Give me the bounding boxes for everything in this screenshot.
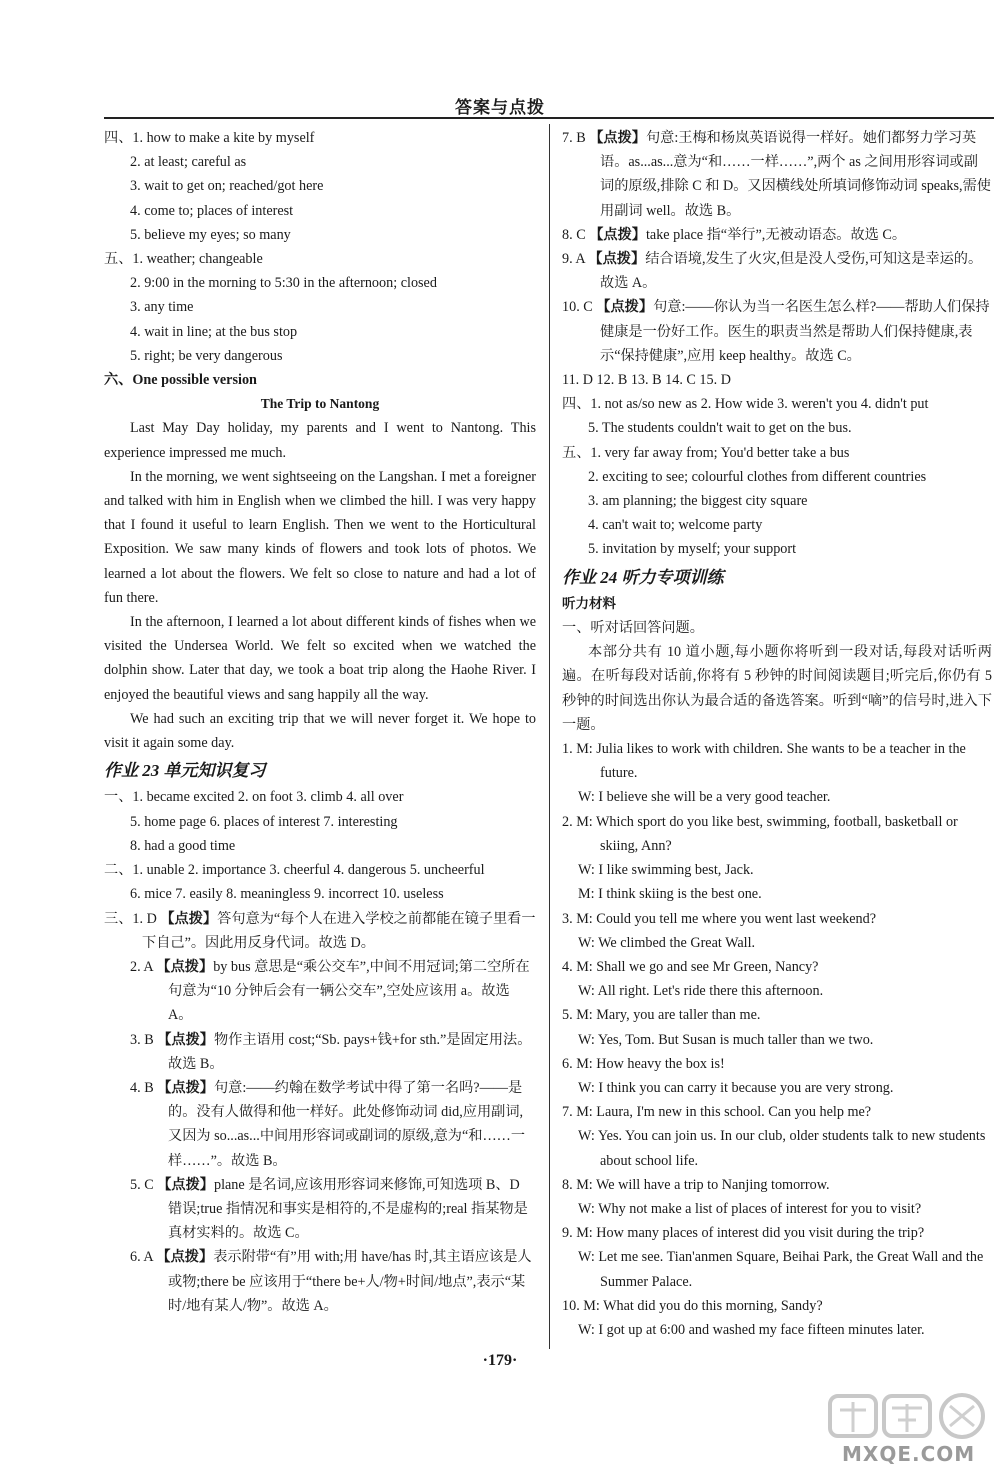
answer-line: 五、1. weather; changeable (104, 251, 263, 268)
essay-paragraph: In the morning, we went sightseeing on the Langshan. I met a foreigner and talked with him in English when we climbed the hill. I was very happy that I found it useful to learn English. Then we went to the Horticultural Exposition. We saw many kinds of flowers and took lots of photos. We learned a lot about the flowers. We felt so close to nature and had a lot of fun there. (104, 468, 536, 606)
item-number: 7. B (562, 130, 586, 146)
hint-tag: 【点拨】 (589, 130, 646, 146)
section-4-answers (104, 126, 536, 247)
hint-text: 表示附带“有”用 with;用 have/has 时,其主语应该是人或物;there be 应该用于“there be+人/物+时间/地点”,表示“某时/地有某人/物”。故选 A。 (168, 1249, 532, 1314)
answer-line: 3. am planning; the biggest city square (588, 493, 808, 510)
answer-line: 6. mice 7. easily 8. meaningless 9. incorrect 10. useless (130, 886, 444, 903)
dialogue-line: W: Let me see. Tian'anmen Square, Beihai Park, the Great Wall and the Summer Palace. (578, 1249, 984, 1290)
explanation-item (562, 295, 992, 368)
answer-line: 4. can't wait to; welcome party (588, 517, 763, 534)
hint-tag: 【点拨】 (157, 1079, 214, 1096)
answer-line: 五、1. very far away from; You'd better take a bus (562, 444, 850, 461)
homework-23-title: 作业 23 单元知识复习 (104, 761, 266, 781)
explanation-item (104, 1076, 536, 1173)
item-number: 2. A (130, 958, 153, 975)
section-6-label: 六、One possible version (104, 372, 257, 389)
hint-tag: 【点拨】 (156, 958, 214, 975)
dialogue-line: 7. M: Laura, I'm new in this school. Can you help me? (562, 1104, 872, 1121)
answer-line: 四、1. not as/so new as 2. How wide 3. weren't you 4. didn't put (562, 396, 929, 413)
hint-tag: 【点拨】 (157, 1031, 214, 1048)
item-number: 5. C (130, 1176, 154, 1193)
page-header-title: 答案与点拨 (455, 98, 545, 117)
answer-line: 5. home page 6. places of interest 7. interesting (130, 813, 398, 830)
answer-line: 2. exciting to see; colourful clothes from different countries (588, 468, 927, 485)
dialogue-line: W: Why not make a list of places of interest for you to visit? (578, 1200, 922, 1217)
essay-body (104, 416, 536, 755)
dialogue-line: 6. M: How heavy the box is! (562, 1055, 725, 1072)
answer-line: 4. wait in line; at the bus stop (130, 323, 298, 340)
homework-24-title: 作业 24 听力专项训练 (562, 567, 724, 587)
dialogue-line: W: Yes. You can join us. In our club, older students talk to new students about school life. (578, 1128, 986, 1169)
dialogue-line: W: I think you can carry it because you are very strong. (578, 1079, 894, 1096)
listening-intro: 本部分共有 10 道小题,每小题你将听到一段对话,每段对话听两遍。在听每段对话前,你将有 5 秒钟的时间阅读题目;听完后,你仍有 5 秒钟的时间选出你认为最合适的备选答案。听到“嘀”的信号时,进入下一题。 (562, 644, 992, 733)
hint-text: 结合语境,发生了火灾,但是没人受伤,可知这是幸运的。故选 A。 (600, 251, 983, 292)
dialogue-line: 1. M: Julia likes to work with children. She wants to be a teacher in the future. (562, 741, 966, 782)
answer-line: 5. invitation by myself; your support (588, 541, 797, 558)
hint-tag: 【点拨】 (588, 251, 646, 268)
explanation-item (104, 1173, 536, 1246)
hw23-section-5 (562, 441, 992, 562)
item-number: 6. A (130, 1249, 153, 1266)
page-number: ·179· (482, 1352, 518, 1369)
hint-tag: 【点拨】 (157, 1176, 214, 1193)
essay-paragraph: We had such an exciting trip that we will never forget it. We hope to visit it again some day. (104, 710, 536, 752)
listening-material-label: 听力材料 (562, 595, 616, 611)
dialogue-line: W: All right. Let's ride there this afternoon. (578, 983, 824, 1000)
answer-line: 5. The students couldn't wait to get on the bus. (588, 420, 852, 437)
hint-text: 句意:王梅和杨岚英语说得一样好。她们都努力学习英语。as...as...意为“和……一样……”,两个 as 之间用形容词或副词的原级,排除 C 和 D。又因横线处所填词修饰动词 speaks,需使用副词 well。故选 B。 (600, 130, 991, 219)
answer-line: 5. believe my eyes; so many (130, 226, 291, 243)
answer-line: 2. 9:00 in the morning to 5:30 in the afternoon; closed (130, 275, 437, 292)
essay-title: The Trip to Nantong (260, 396, 380, 412)
answer-line: 四、1. how to make a kite by myself (104, 130, 315, 146)
answer-line: 一、1. became excited 2. on foot 3. climb 4. all over (104, 789, 404, 806)
hint-text: by bus 意思是“乘公交车”,中间不用冠词;第二空所在句意为“10 分钟后会有一辆公交车”,空处应该用 a。故选 A。 (168, 958, 530, 1024)
dialogue-line: 5. M: Mary, you are taller than me. (562, 1007, 761, 1024)
right-column (562, 126, 992, 1342)
explanation-item (562, 247, 992, 295)
item-number: 9. A (562, 251, 585, 268)
explanation-item (562, 126, 992, 223)
hint-text: plane 是名词,应该用形容词来修饰,可知选项 B、D 错误;true 指情况和事实是相符的,不是虚构的;real 指某物是真材实料的。故选 C。 (168, 1176, 528, 1242)
dialogue-line: 8. M: We will have a trip to Nanjing tomorrow. (562, 1176, 830, 1193)
hint-tag: 【点拨】 (160, 910, 218, 927)
answer-line: 5. right; be very dangerous (130, 347, 283, 364)
hw23-section-3-continued (562, 126, 992, 392)
item-number: 8. C (562, 226, 586, 243)
watermark-text: MXQE.COM (842, 1442, 976, 1466)
dialogue-list (562, 737, 992, 1342)
dialogue-line: 9. M: How many places of interest did you visit during the trip? (562, 1225, 925, 1242)
essay-paragraph: In the afternoon, I learned a lot about different kinds of fishes when we visited the Undersea World. We felt so excited when we watched the dolphin show. Later that day, we took a boat trip along the Haohe River. I enjoyed the beautiful views and sang happily all the way. (104, 614, 536, 703)
hint-text: take place 指“举行”,无被动语态。故选 C。 (645, 226, 907, 243)
section-5-answers (104, 247, 536, 368)
hint-text: 物作主语用 cost;“Sb. pays+钱+for sth.”是固定用法。故选 B。 (168, 1031, 532, 1072)
hw23-section-1 (104, 785, 536, 858)
dialogue-line: W: I like swimming best, Jack. (578, 862, 754, 879)
dialogue-line: W: Yes, Tom. But Susan is much taller than we two. (578, 1031, 874, 1048)
hw23-section-4 (562, 392, 992, 440)
hint-text: 答句意为“每个人在进入学校之前都能在镜子里看一下自己”。因此用反身代词。故选 D。 (142, 910, 536, 951)
hw23-section-3 (104, 907, 536, 1318)
part-1-label: 一、听对话回答问题。 (562, 620, 704, 637)
hint-tag: 【点拨】 (596, 299, 654, 316)
dialogue-line: W: I believe she will be a very good teacher. (578, 789, 831, 806)
dialogue-line: W: I got up at 6:00 and washed my face fifteen minutes later. (578, 1321, 925, 1338)
explanation-item (104, 907, 536, 955)
answer-line: 2. at least; careful as (130, 154, 247, 171)
essay-paragraph: Last May Day holiday, my parents and I went to Nantong. This experience impressed me much. (104, 420, 536, 461)
answer-line: 二、1. unable 2. importance 3. cheerful 4. dangerous 5. uncheerful (104, 862, 485, 879)
answer-line: 3. any time (130, 299, 194, 316)
item-number: 10. C (562, 299, 593, 316)
answer-line: 4. come to; places of interest (130, 202, 294, 219)
dialogue-line: 10. M: What did you do this morning, Sandy? (562, 1297, 823, 1314)
explanation-item (562, 223, 992, 247)
explanation-item (104, 1028, 536, 1076)
item-number: 3. B (130, 1031, 154, 1048)
hw23-section-2 (104, 858, 536, 906)
dialogue-line: 2. M: Which sport do you like best, swimming, football, basketball or skiing, Ann? (562, 813, 958, 854)
hint-tag: 【点拨】 (156, 1249, 214, 1266)
answer-line: 3. wait to get on; reached/got here (130, 178, 324, 195)
column-divider (549, 124, 550, 1349)
explanation-item (104, 955, 536, 1028)
explanation-item (104, 1245, 536, 1318)
hint-tag: 【点拨】 (589, 226, 646, 243)
item-number: 4. B (130, 1079, 154, 1096)
hint-text: 句意:——约翰在数学考试中得了第一名吗?——是的。没有人做得和他一样好。此处修饰动词 did,应用副词,又因为 so...as...中间用形容词或副词的原级,意为“和……一样……”。故选 B。 (168, 1079, 526, 1169)
item-number: 三、1. D (104, 910, 157, 927)
answer-line: 8. had a good time (130, 837, 236, 854)
hint-text: 句意:——你认为当一名医生怎么样?——帮助人们保持健康是一份好工作。医生的职责当然是帮助人们保持健康,表示“保持健康”,应用 keep healthy。故选 C。 (600, 299, 990, 364)
dialogue-line: 3. M: Could you tell me where you went last weekend? (562, 910, 877, 927)
dialogue-line: W: We climbed the Great Wall. (578, 934, 756, 951)
header-rule (104, 117, 994, 119)
dialogue-line: M: I think skiing is the best one. (578, 886, 762, 903)
dialogue-line: 4. M: Shall we go and see Mr Green, Nancy? (562, 958, 819, 975)
left-column (104, 126, 536, 1318)
answer-line: 11. D 12. B 13. B 14. C 15. D (562, 372, 731, 389)
